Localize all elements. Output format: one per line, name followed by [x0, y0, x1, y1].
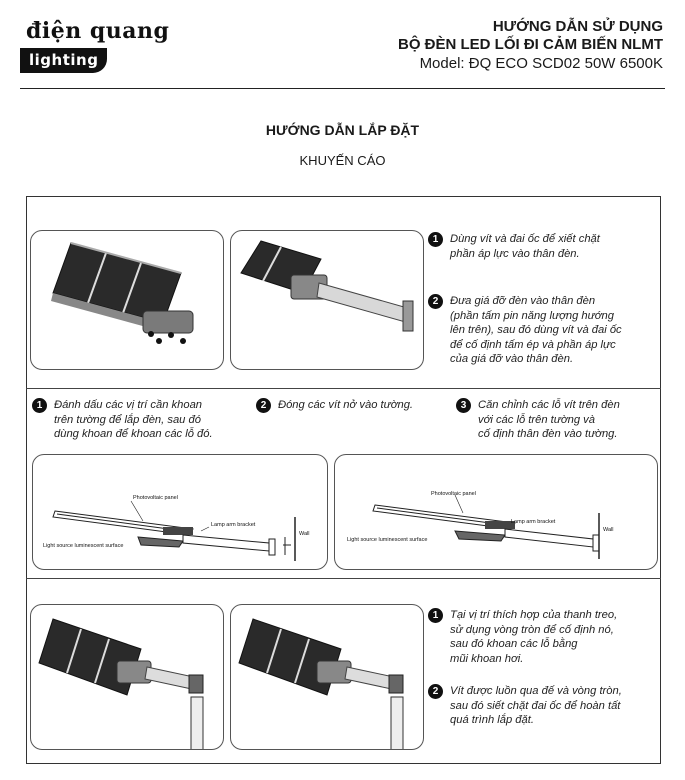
brand-name: điện quang [26, 18, 170, 44]
diagram-panel-2 [334, 454, 658, 570]
step-line: Đưa giá đỡ đèn vào thân đèn [450, 295, 596, 307]
step-line: trên tường để lắp đèn, sau đó [54, 413, 201, 426]
photo-panel-1 [30, 230, 224, 370]
step-line: phần áp lực vào thân đèn. [450, 247, 580, 260]
step-line: sau đó khoan các lỗ bằng [450, 638, 578, 650]
light-label: Light source luminescent surface [43, 543, 124, 549]
header-titles [398, 18, 663, 73]
step-line: Vít được luồn qua đế và vòng tròn, [450, 685, 622, 697]
step-line: Đóng các vít nở vào tường. [278, 399, 414, 411]
wall-label: Wall [603, 527, 614, 533]
bracket-label: Lamp arm bracket [511, 519, 556, 525]
frame-divider-1 [26, 388, 661, 389]
step-line: để cố định tấm ép và phần áp lực [450, 338, 616, 351]
step-number: 2 [428, 684, 443, 699]
block1-steps [426, 232, 661, 382]
header-title-2: BỘ ĐÈN LED LỐI ĐI CẢM BIẾN NLMT [398, 36, 663, 53]
header-model: Model: ĐQ ECO SCD02 50W 6500K [419, 55, 663, 72]
lamp-bracket-illustration [231, 231, 424, 370]
section-title: HƯỚNG DẪN LẮP ĐẶT [265, 122, 420, 138]
solar-lamp-top-illustration [31, 231, 224, 370]
pole-mount-illustration-2 [231, 605, 424, 750]
step-line: quá trình lắp đặt. [450, 714, 534, 726]
step-line: (phần tấm pin năng lượng hướng [450, 309, 614, 322]
step-number: 3 [456, 398, 471, 413]
frame-divider-2 [26, 578, 661, 579]
pv-label: Photovoltaic panel [431, 491, 476, 497]
pole-mount-illustration-1 [31, 605, 224, 750]
photo-panel-2 [230, 230, 424, 370]
step-line: Tại vị trí thích hợp của thanh treo, [450, 609, 618, 621]
step-line: với các lỗ trên tường và [478, 413, 595, 426]
step-number: 2 [428, 294, 443, 309]
step-line: mũi khoan hơi. [450, 652, 524, 665]
step-line: sau đó siết chặt đai ốc để hoàn tất [450, 699, 621, 712]
step-line: Dùng vít và đai ốc để xiết chặt [450, 233, 600, 245]
block2-step-1 [32, 398, 252, 448]
pv-label: Photovoltaic panel [133, 495, 178, 501]
wall-label: Wall [299, 531, 310, 537]
brand-sub: lighting [20, 48, 107, 73]
step-number: 1 [428, 608, 443, 623]
header-divider [20, 88, 665, 89]
step-line: dùng khoan để khoan các lỗ đó. [54, 428, 213, 440]
wall-mount-diagram-1 [33, 455, 328, 570]
step-line: lên trên), sau đó dùng vít và đai ốc [450, 324, 622, 336]
block2-step-2 [256, 398, 441, 418]
step-line: Đánh dấu các vị trí cần khoan [54, 399, 203, 411]
header-title-1: HƯỚNG DẪN SỬ DỤNG [492, 18, 663, 35]
diagram-panel-1 [32, 454, 328, 570]
light-label: Light source luminescent surface [347, 537, 428, 543]
block2-step-3 [456, 398, 656, 448]
step-number: 1 [32, 398, 47, 413]
block3-steps [426, 608, 661, 748]
photo-panel-3 [30, 604, 224, 750]
step-line: của giá đỡ vào thân đèn. [450, 353, 574, 365]
bracket-label: Lamp arm bracket [211, 522, 256, 528]
step-line: Căn chỉnh các lỗ vít trên đèn [478, 399, 620, 411]
step-number: 2 [256, 398, 271, 413]
section-subtitle: KHUYẾN CÁO [299, 153, 386, 168]
step-line: sử dụng vòng tròn để cố định nó, [450, 623, 614, 636]
step-number: 1 [428, 232, 443, 247]
step-line: cố định thân đèn vào tường. [478, 428, 618, 440]
wall-mount-diagram-2 [335, 455, 658, 570]
photo-panel-4 [230, 604, 424, 750]
